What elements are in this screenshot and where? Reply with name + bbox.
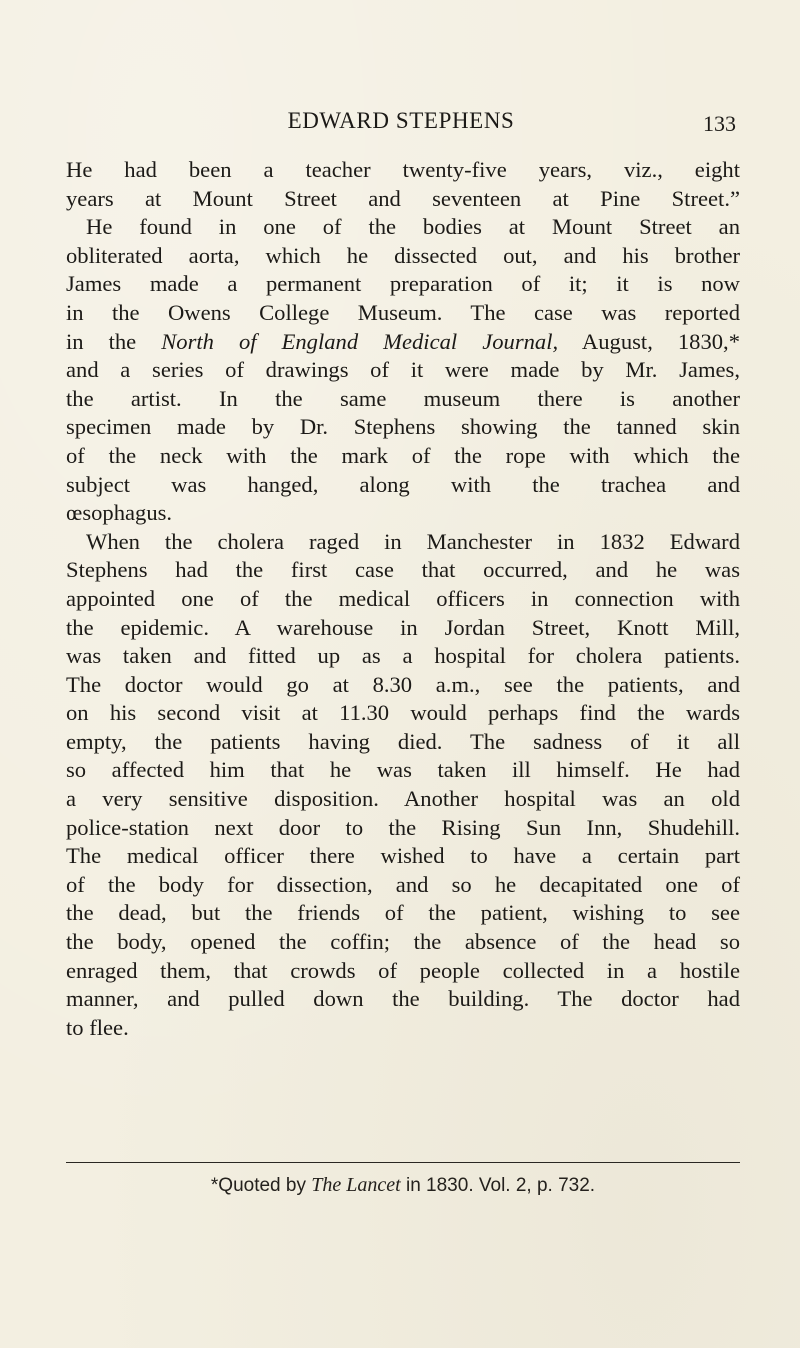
running-head-title: EDWARD STEPHENS — [287, 108, 515, 133]
text-line: subject was hanged, along with the trachea and — [66, 471, 740, 497]
footnote-rule — [66, 1162, 740, 1163]
text-line: specimen made by Dr. Stephens showing the tanned skin — [66, 414, 740, 440]
text-line: He found in one of the bodies at Mount Street an — [86, 214, 740, 240]
text-line: years at Mount Street and seventeen at Pine Street.” — [66, 185, 740, 211]
text-line-citation — [66, 328, 740, 357]
page-header — [66, 108, 736, 144]
footnote-source: The Lancet — [311, 1174, 401, 1196]
text-line: appointed one of the medical officers in connection with — [66, 585, 740, 611]
text-line: the epidemic. A warehouse in Jordan Street, Knott Mill, — [66, 614, 740, 640]
text-line: James made a permanent preparation of it; it is now — [66, 271, 740, 297]
page-number: 133 — [703, 111, 736, 136]
footnote-prefix: *Quoted by — [210, 1175, 306, 1196]
citation-prefix: in the — [66, 328, 137, 354]
text-line: He had been a teacher twenty-five years, viz., eight — [66, 157, 740, 182]
text-line: the artist. In the same museum there is another — [66, 385, 740, 411]
text-line: police-station next door to the Rising Sun Inn, Shudehill. — [66, 814, 740, 840]
footnote-suffix: in 1830. Vol. 2, p. 732. — [405, 1175, 596, 1196]
text-line: to flee. — [66, 1014, 129, 1040]
body-text — [66, 156, 740, 1042]
text-line: the body, opened the coffin; the absence of the head so — [66, 929, 740, 955]
text-line: in the Owens College Museum. The case was reported — [66, 299, 740, 325]
text-line: so affected him that he was taken ill himself. He had — [66, 757, 740, 783]
journal-title: North of England Medical Journal, — [161, 328, 559, 354]
text-line: obliterated aorta, which he dissected out, and his brother — [66, 242, 740, 268]
text-line: manner, and pulled down the building. The doctor had — [66, 986, 740, 1012]
text-line: of the neck with the mark of the rope with which the — [66, 442, 740, 468]
citation-date: August, 1830,* — [581, 328, 740, 354]
text-line: œsophagus. — [66, 500, 173, 526]
text-line: Stephens had the first case that occurred, and he was — [66, 557, 740, 583]
text-line: empty, the patients having died. The sadness of it all — [66, 728, 740, 754]
footnote — [66, 1174, 740, 1197]
text-line: the dead, but the friends of the patient, wishing to see — [66, 900, 740, 926]
text-line: of the body for dissection, and so he decapitated one of — [66, 871, 740, 897]
text-line: enraged them, that crowds of people collected in a hostile — [66, 957, 740, 983]
text-line: on his second visit at 11.30 would perhaps find the wards — [66, 700, 740, 726]
text-line: The doctor would go at 8.30 a.m., see the patients, and — [66, 671, 740, 697]
text-line: The medical officer there wished to have a certain part — [66, 843, 740, 869]
text-line: was taken and fitted up as a hospital for cholera patients. — [66, 643, 740, 669]
text-line: a very sensitive disposition. Another hospital was an old — [66, 786, 740, 812]
text-line: When the cholera raged in Manchester in 1832 Edward — [86, 528, 740, 554]
text-line: and a series of drawings of it were made by Mr. James, — [66, 357, 740, 383]
